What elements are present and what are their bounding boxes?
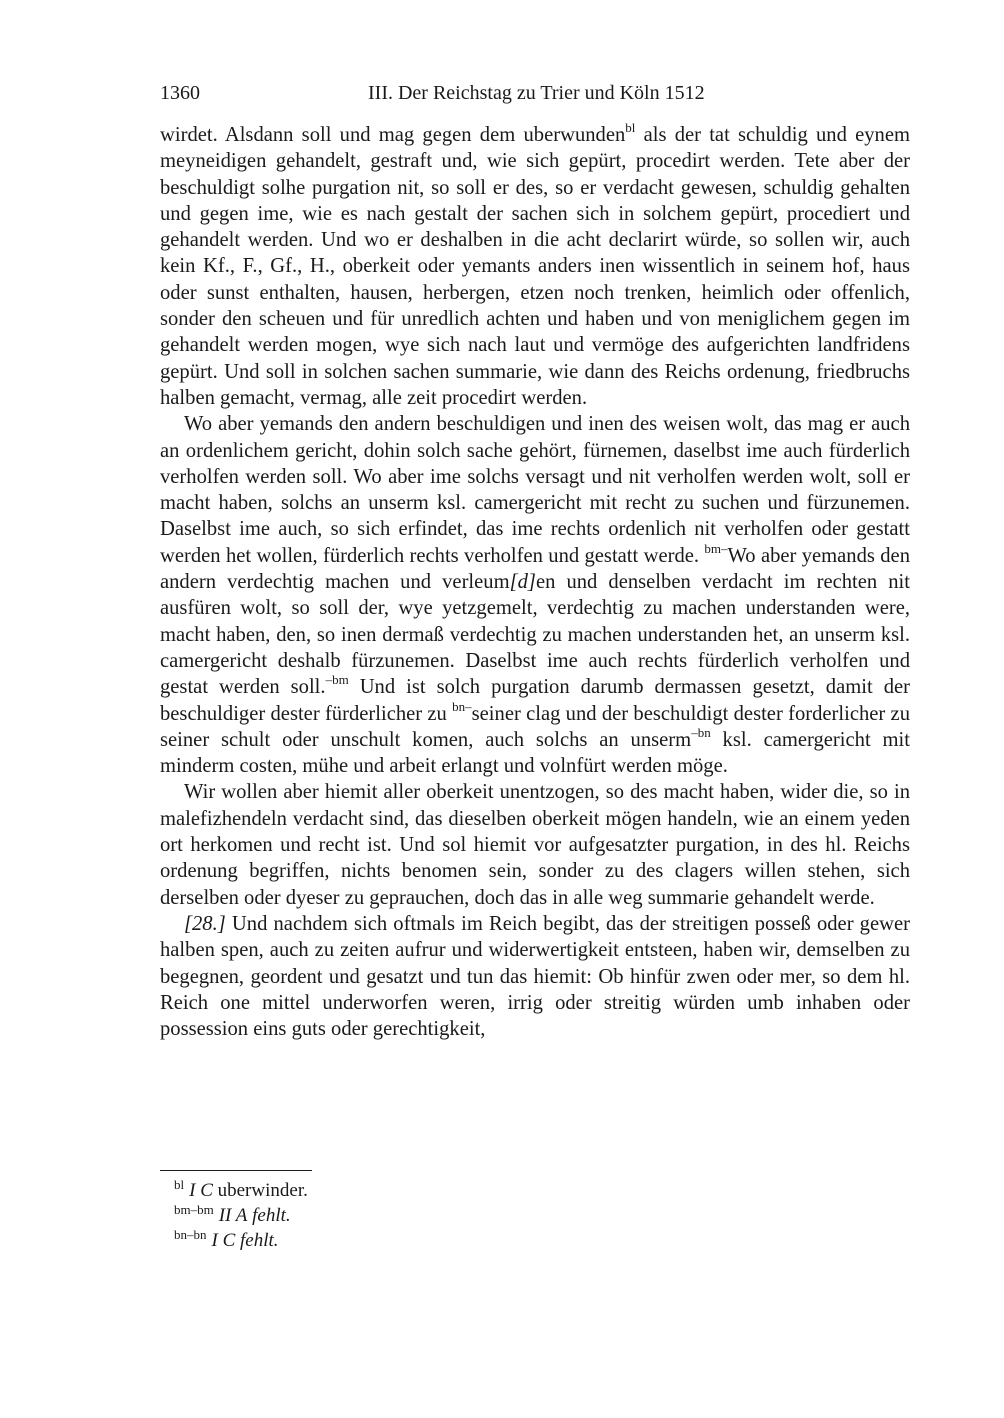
page-header: [160, 78, 910, 108]
footnote-item: [174, 1203, 308, 1228]
footnotes: [174, 1178, 308, 1253]
section-number: [28.]: [184, 912, 226, 935]
running-title: III. Der Reichstag zu Trier und Köln 1512: [368, 82, 705, 104]
footnote-mark: bm–bm: [174, 1201, 214, 1217]
editorial-insertion: [d]: [509, 571, 536, 594]
footnote-item: [174, 1178, 308, 1203]
footnote-ref-bn-end[interactable]: –bn: [691, 724, 711, 740]
footnote-item: [174, 1228, 308, 1253]
footnote-source: I C: [211, 1230, 236, 1251]
page-number: 1360: [160, 82, 200, 104]
main-text: [160, 122, 910, 1042]
page: [160, 78, 910, 1042]
footnote-text: uberwinder.: [217, 1180, 308, 1201]
footnote-ref-bm-end[interactable]: –bm: [325, 672, 349, 688]
footnote-ref-bl[interactable]: bl: [625, 120, 636, 136]
paragraph-4: [28.] Und nachdem sich oftmals im Reich begibt, das der streitigen posseß oder gewer halben spen, auch zu zeiten aufrur und widerwertigkeit entsteen, haben wir, demselben zu begegnen, geordent und gesatzt und tun das hiemit: Ob hinfür zwen oder mer, so dem hl. Reich one mittel underworfen weren, irrig oder streitig würden umb inhaben oder possession eins guts oder gerechtigkeit,: [160, 912, 910, 1041]
footnote-source: II A: [218, 1205, 248, 1226]
footnote-mark: bn–bn: [174, 1226, 207, 1242]
footnote-divider: [160, 1170, 312, 1171]
paragraph-2: Wo aber yemands den andern beschuldigen und inen des weisen wolt, das mag er auch an ordenlichem gericht, dohin solch sache gehört, fürnemen, daselbst ime auch fürderlich verholfen werden soll. Wo aber ime solchs versagt und nit verholfen werden wolt, soll er macht haben, solchs an unserm ksl. camergericht mit recht zu suchen und fürzunemen. Daselbst ime auch, so sich erfindet, das ime rechts ordenlich nit verholfen oder gestatt werden het wollen, fürderlich rechts verholfen und gestatt werde. $^{bm-}$Wo aber yemands den andern verdechtig machen und verleum[d]en und denselben verdacht im rechten nit ausfüren wolt, so soll der, wye yetzgemelt, verdechtig zu machen understanden were, macht haben, den, so inen dermaß verdechtig zu machen understanden het, an unserm ksl. camergericht deshalb fürzunemen. Daselbst ime auch rechts fürderlich verholfen und gestat werden soll.$^{-bm}$ Und ist solch purgation darumb dermassen gesetzt, damit der beschuldiger dester fürderlicher zu $^{bn-}$seiner clag und der beschuldigt dester forderlicher zu seiner schult oder unschult komen, auch solchs an unserm$^{-bn}$ ksl. camergericht mit minderm costen, mühe und arbeit erlangt und volnfürt werden möge.: [160, 413, 911, 778]
footnote-ref-bn-start[interactable]: bn–: [452, 698, 472, 714]
footnote-text: fehlt.: [252, 1205, 291, 1226]
footnote-mark: bl: [174, 1176, 185, 1192]
paragraph-1: wirdet. Alsdann soll und mag gegen dem uberwunden$^{bl}$ als der tat schuldig und eynem meyneidigen gehandelt, gestraft und, wie sich gepürt, procedirt werden. Tete aber der beschuldigt solhe purgation nit, so soll er des, so er verdacht gewesen, schuldig gehalten und gegen ime, wie es nach gestalt der sachen sich in solchem gepürt, procediert und gehandelt werden. Und wo er deshalben in die acht declarirt würde, so sollen wir, auch kein Kf., F., Gf., H., oberkeit oder yemants anders inen wissentlich in seinem hof, haus oder sunst enthalten, hausen, herbergen, etzen noch trenken, heimlich oder offenlich, sonder den scheuen und für unredlich achten und haben und von meniglichem gegen im gehandelt werden mogen, wye sich nach laut und vermöge des aufgerichten landfridens gepürt. Und soll in solchen sachen summarie, wie dann des Reichs ordenung, friedbruchs halben gemacht, vermag, alle zeit procedirt werden.: [160, 120, 911, 409]
footnote-text: fehlt.: [240, 1230, 279, 1251]
footnote-source: I C: [189, 1180, 213, 1201]
paragraph-3: Wir wollen aber hiemit aller oberkeit unentzogen, so des macht haben, wider die, so in malefizhendeln verdacht sind, das dieselben oberkeit mögen handeln, wie an einem yeden ort herkomen und recht ist. Und sol hiemit vor aufgesatzter purgation, in des hl. Reichs ordenung begriffen, nichts benomen sein, sonder zu des clagers willen stehen, sich derselben oder dyeser zu geprauchen, doch das in alle weg summarie gehandelt werde.: [160, 781, 910, 909]
footnote-ref-bm-start[interactable]: bm–: [704, 540, 728, 556]
